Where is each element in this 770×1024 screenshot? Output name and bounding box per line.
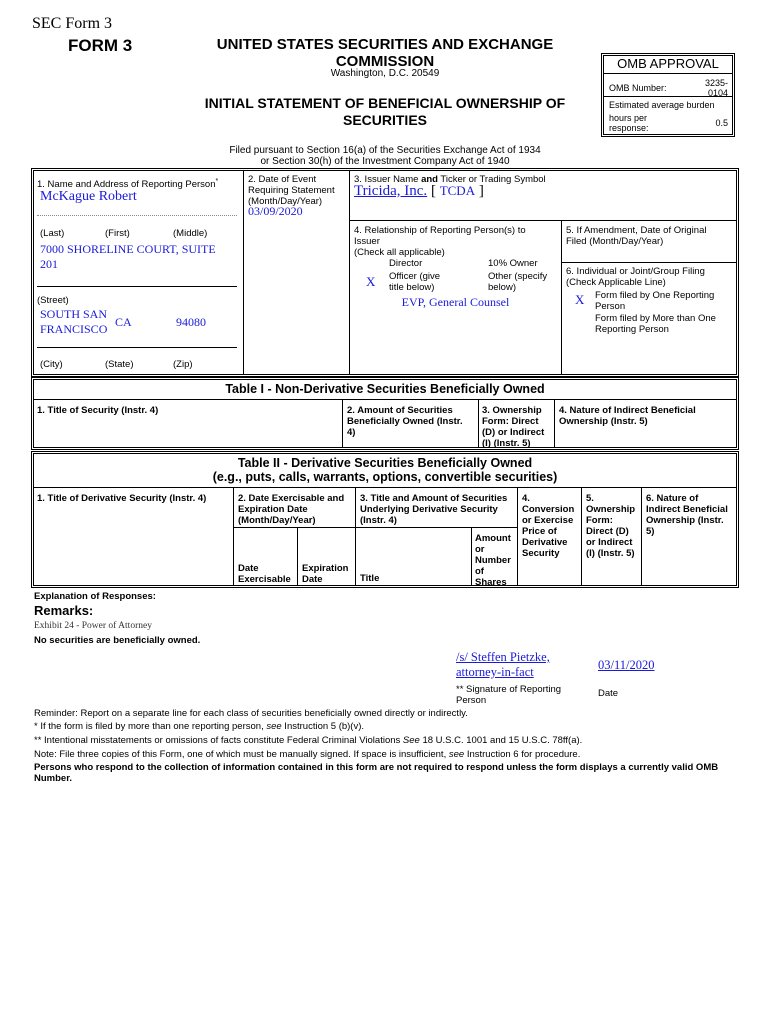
omb-title: OMB APPROVAL bbox=[617, 56, 719, 71]
footnote-double-asterisk: ** Intentional misstatements or omissions of facts constitute Federal Criminal Violations See 18 U.S.C. 1001 and 15 U.S.C. 78ff(a). bbox=[34, 735, 583, 746]
reminder-note: Reminder: Report on a separate line for each class of securities beneficially owned directly or indirectly. bbox=[34, 708, 468, 719]
table-1-col-title: 1. Title of Security (Instr. 4) bbox=[37, 405, 159, 416]
statement-title: INITIAL STATEMENT OF BENEFICIAL OWNERSHIP OF SECURITIES bbox=[204, 95, 566, 128]
omb-hours-label: hours per response: bbox=[609, 113, 649, 133]
director-option: Director bbox=[389, 258, 423, 269]
omb-number-value: 3235- 0104 bbox=[704, 78, 728, 98]
middle-label: (Middle) bbox=[173, 228, 208, 239]
signature-label: ** Signature of Reporting Person bbox=[456, 684, 562, 706]
table-1-col-ownership: 3. Ownership Form: Direct (D) or Indirect (I) (Instr. 5) bbox=[482, 405, 545, 449]
amendment-label: 5. If Amendment, Date of Original Filed (Month/Day/Year) bbox=[566, 225, 707, 247]
first-label: (First) bbox=[105, 228, 130, 239]
table-2-col-ownership-form: 5. Ownership Form: Direct (D) or Indirect (I) (Instr. 5) bbox=[586, 493, 636, 559]
relationship-label: 4. Relationship of Reporting Person(s) to Issuer (Check all applicable) bbox=[354, 225, 526, 258]
filed-pursuant: Filed pursuant to Section 16(a) of the Securities Exchange Act of 1934 or Section 30(h) of the Investment Company Act of 1940 bbox=[229, 145, 541, 167]
event-date-value: 03/09/2020 bbox=[248, 204, 303, 218]
street-address: 7000 SHORELINE COURT, SUITE 201 bbox=[40, 242, 216, 271]
file-copies-note: Note: File three copies of this Form, one of which must be manually signed. If space is insufficient, see Instruction 6 for procedure. bbox=[34, 749, 581, 760]
street-label: (Street) bbox=[37, 295, 69, 306]
event-date-label: 2. Date of Event Requiring Statement (Month/Day/Year) bbox=[248, 174, 335, 207]
form-number: FORM 3 bbox=[68, 36, 133, 55]
table-2-col-date-exercisable: 2. Date Exercisable and Expiration Date (Month/Day/Year) bbox=[238, 493, 345, 526]
omb-hours-value: 0.5 bbox=[715, 118, 728, 128]
table-1-col-amount: 2. Amount of Securities Beneficially Owned (Instr. 4) bbox=[347, 405, 463, 438]
footnote-single-asterisk: * If the form is filed by more than one reporting person, see Instruction 5 (b)(v). bbox=[34, 721, 365, 732]
table-2-col-underlying: 3. Title and Amount of Securities Underlying Derivative Security (Instr. 4) bbox=[360, 493, 508, 526]
one-person-option: Form filed by One Reporting Person bbox=[595, 290, 715, 312]
agency-title: UNITED STATES SECURITIES AND EXCHANGE COMMISSION bbox=[216, 36, 554, 70]
issuer-name-link[interactable]: Tricida, Inc. bbox=[354, 183, 428, 199]
omb-number-label: OMB Number: bbox=[609, 83, 667, 93]
table-2-subcol-amount: Amount or Number of Shares bbox=[475, 533, 511, 588]
omb-burden-label: Estimated average burden bbox=[609, 100, 715, 110]
zip-label: (Zip) bbox=[173, 359, 193, 370]
zip-value: 94080 bbox=[176, 315, 206, 329]
other-option: Other (specify below) bbox=[488, 271, 548, 293]
last-label: (Last) bbox=[40, 228, 65, 239]
state-label: (State) bbox=[105, 359, 134, 370]
sec-form-label: SEC Form 3 bbox=[32, 15, 113, 32]
remarks-heading: Remarks: bbox=[34, 603, 94, 618]
signature-date-link[interactable]: 03/11/2020 bbox=[598, 658, 655, 672]
signature-link[interactable]: /s/ Steffen Pietzke, attorney-in-fact bbox=[456, 650, 550, 679]
officer-check-mark: X bbox=[366, 274, 376, 289]
table-2-col-conversion: 4. Conversion or Exercise Price of Derivative Security bbox=[522, 493, 575, 559]
reporting-person-label: 1. Name and Address of Reporting Person* bbox=[37, 178, 219, 191]
table-2-col-title: 1. Title of Derivative Security (Instr. 4) bbox=[37, 493, 207, 504]
remarks-no-securities: No securities are beneficially owned. bbox=[34, 635, 201, 646]
issuer-ticker: TCDA bbox=[439, 183, 476, 198]
table-2-subcol-expiration: Expiration Date bbox=[302, 563, 349, 585]
ten-percent-owner-option: 10% Owner bbox=[488, 258, 538, 269]
reporting-person-name[interactable]: McKague Robert bbox=[40, 189, 137, 204]
table-2-subcol-date-exercisable: Date Exercisable bbox=[238, 563, 291, 585]
date-label: Date bbox=[598, 688, 619, 699]
table-2-col-nature: 6. Nature of Indirect Beneficial Ownership (Instr. 5) bbox=[646, 493, 728, 537]
officer-option: Officer (give title below) bbox=[389, 271, 441, 293]
explanation-heading: Explanation of Responses: bbox=[34, 591, 156, 602]
issuer-name-ticker: Tricida, Inc. [ TCDA ] bbox=[354, 183, 484, 199]
more-persons-option: Form filed by More than One Reporting Person bbox=[595, 313, 716, 335]
group-filing-label: 6. Individual or Joint/Group Filing (Check Applicable Line) bbox=[566, 266, 705, 288]
city-label: (City) bbox=[40, 359, 63, 370]
one-person-check-mark: X bbox=[575, 292, 585, 307]
table-1-col-nature: 4. Nature of Indirect Beneficial Ownership (Instr. 5) bbox=[559, 405, 696, 427]
table-2-subcol-title: Title bbox=[360, 573, 380, 584]
table-1-title: Table I - Non-Derivative Securities Beneficially Owned bbox=[225, 382, 545, 396]
officer-title: EVP, General Counsel bbox=[401, 295, 510, 309]
remarks-exhibit: Exhibit 24 - Power of Attorney bbox=[34, 621, 152, 631]
state-value: CA bbox=[115, 315, 132, 329]
table-2-title: Table II - Derivative Securities Beneficially Owned (e.g., puts, calls, warrants, options, convertible securities) bbox=[212, 456, 558, 484]
city-value: SOUTH SAN FRANCISCO bbox=[40, 307, 108, 336]
issuer-label: 3. Issuer Name and Ticker or Trading Symbol bbox=[354, 174, 546, 185]
omb-persons-note: Persons who respond to the collection of information contained in this form are not required to respond unless the form displays a currently valid OMB Number. bbox=[34, 762, 719, 784]
agency-location: Washington, D.C. 20549 bbox=[330, 68, 440, 79]
